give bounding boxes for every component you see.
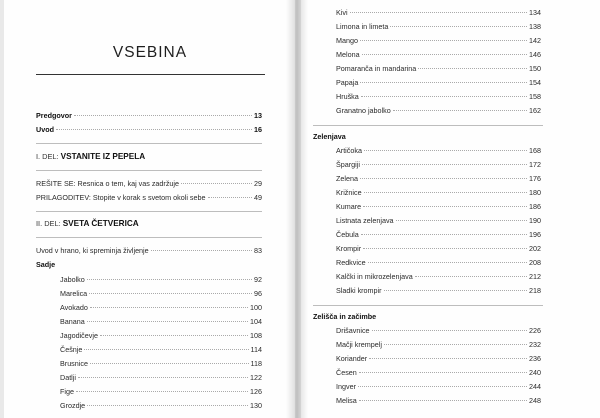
dot-leader — [76, 391, 248, 392]
dot-leader — [208, 197, 252, 198]
dot-leader — [358, 386, 527, 387]
toc-entry-page: 104 — [250, 317, 262, 326]
toc-entry-herb[interactable] — [336, 354, 541, 363]
toc-entry-vegetable[interactable] — [336, 146, 541, 155]
toc-entry-fruit[interactable] — [336, 36, 541, 45]
toc-entry-page: 146 — [529, 50, 541, 59]
toc-entry-fruit[interactable] — [336, 22, 541, 31]
toc-entry-label: Hruška — [336, 92, 359, 101]
dot-leader — [89, 293, 252, 294]
toc-entry-label: Ingver — [336, 382, 356, 391]
toc-entry-label: Uvod v hrano, ki spreminja življenje — [36, 246, 149, 255]
toc-entry-label: Avokado — [60, 303, 88, 312]
dot-leader — [360, 82, 527, 83]
dot-leader — [390, 26, 527, 27]
toc-entry-page: 83 — [254, 246, 262, 255]
dot-leader — [360, 178, 527, 179]
toc-entry-herb[interactable] — [336, 340, 541, 349]
toc-entry-label: Brusnice — [60, 359, 88, 368]
dot-leader — [369, 358, 527, 359]
dot-leader — [361, 234, 527, 235]
toc-entry-page: 126 — [250, 387, 262, 396]
toc-entry-page: 212 — [529, 272, 541, 281]
toc-entry-herb[interactable] — [336, 396, 541, 405]
toc-entry-label: Krompir — [336, 244, 362, 253]
toc-entry-vegetable[interactable] — [336, 202, 541, 211]
toc-entry-fruit[interactable] — [336, 78, 541, 87]
part-1-prefix: I. DEL: — [36, 152, 59, 161]
toc-entry-label: Melona — [336, 50, 360, 59]
toc-entry-page: 154 — [529, 78, 541, 87]
toc-entry-fruit[interactable] — [60, 345, 262, 354]
toc-entry-fruit[interactable] — [60, 359, 262, 368]
toc-entry-fruit[interactable] — [60, 331, 262, 340]
toc-entry-page: 92 — [254, 275, 262, 284]
toc-entry-fruit[interactable] — [60, 289, 262, 298]
part-2-heading — [36, 219, 139, 228]
toc-entry-fruit[interactable] — [336, 106, 541, 115]
toc-entry-label: Drišavnice — [336, 326, 370, 335]
dot-leader — [90, 363, 249, 364]
dot-leader — [362, 164, 527, 165]
dot-leader — [78, 377, 248, 378]
fruits-heading: Sadje — [36, 260, 56, 269]
toc-entry-label: Datlji — [60, 373, 76, 382]
toc-entry-page: 130 — [250, 401, 262, 410]
dot-leader — [151, 250, 252, 251]
dot-leader — [74, 115, 252, 116]
dot-leader — [418, 68, 527, 69]
section-divider — [36, 170, 262, 171]
dot-leader — [181, 183, 252, 184]
dot-leader — [393, 110, 527, 111]
section-divider — [36, 211, 262, 212]
toc-entry-herb[interactable] — [336, 368, 541, 377]
toc-entry-page: 218 — [529, 286, 541, 295]
toc-entry-label: Mačji krempelj — [336, 340, 382, 349]
dot-leader — [84, 349, 248, 350]
dot-leader — [87, 405, 248, 406]
dot-leader — [361, 96, 527, 97]
toc-entry-herb[interactable] — [336, 382, 541, 391]
toc-entry-fruit[interactable] — [336, 64, 541, 73]
toc-entry-label: Koriander — [336, 354, 368, 363]
toc-entry-page: 226 — [529, 326, 541, 335]
book-spine-shadow — [286, 0, 308, 418]
toc-entry-label: Redkvice — [336, 258, 366, 267]
toc-entry-page: 190 — [529, 216, 541, 225]
dot-leader — [90, 307, 248, 308]
toc-entry-page: 16 — [254, 125, 262, 134]
toc-entry-predgovor[interactable] — [36, 111, 262, 120]
toc-entry-label: Granatno jabolko — [336, 106, 391, 115]
section-divider — [313, 305, 543, 306]
dot-leader — [56, 129, 252, 130]
dot-leader — [364, 192, 527, 193]
toc-entry-vegetable[interactable] — [336, 160, 541, 169]
toc-entry-vegetable[interactable] — [336, 286, 541, 295]
dot-leader — [360, 40, 527, 41]
toc-entry-label: Jabolko — [60, 275, 85, 284]
dot-leader — [396, 220, 527, 221]
toc-entry-page: 114 — [250, 345, 262, 354]
dot-leader — [100, 335, 248, 336]
toc-entry-page: 150 — [529, 64, 541, 73]
part-2-prefix: II. DEL: — [36, 219, 61, 228]
toc-entry-uvod-v-hrano[interactable] — [36, 246, 262, 255]
toc-entry-resite-se[interactable] — [36, 179, 262, 188]
dot-leader — [363, 206, 527, 207]
toc-entry-page: 13 — [254, 111, 262, 120]
toc-entry-label: Banana — [60, 317, 85, 326]
toc-entry-page: 122 — [250, 373, 262, 382]
toc-entry-page: 168 — [529, 146, 541, 155]
herbs-heading: Zelišča in začimbe — [313, 312, 377, 321]
toc-entry-label: Jagodičevje — [60, 331, 98, 340]
toc-entry-label: Zelena — [336, 174, 358, 183]
dot-leader — [415, 276, 527, 277]
toc-entry-label: Kivi — [336, 8, 348, 17]
toc-entry-page: 118 — [250, 359, 262, 368]
toc-entry-label: Listnata zelenjava — [336, 216, 394, 225]
dot-leader — [363, 248, 527, 249]
toc-entry-vegetable[interactable] — [336, 244, 541, 253]
toc-entry-label: Fige — [60, 387, 74, 396]
part-1-heading — [36, 152, 145, 161]
toc-entry-page: 232 — [529, 340, 541, 349]
toc-entry-fruit[interactable] — [60, 401, 262, 410]
toc-entry-uvod[interactable] — [36, 125, 262, 134]
toc-entry-page: 202 — [529, 244, 541, 253]
toc-entry-label: Limona in limeta — [336, 22, 389, 31]
dot-leader — [359, 372, 527, 373]
toc-entry-vegetable[interactable] — [336, 272, 541, 281]
toc-title: VSEBINA — [112, 44, 188, 61]
toc-entry-prilagoditev[interactable] — [36, 193, 262, 202]
toc-entry-label: Sladki krompir — [336, 286, 382, 295]
toc-entry-label: Mango — [336, 36, 358, 45]
dot-leader — [350, 12, 527, 13]
toc-entry-label: Križnice — [336, 188, 362, 197]
part-1-title: VSTANITE IZ PEPELA — [60, 152, 146, 161]
toc-entry-page: 108 — [250, 331, 262, 340]
toc-entry-label: PRILAGODITEV: Stopite v korak s svetom okoli sebe — [36, 193, 206, 202]
toc-entry-page: 196 — [529, 230, 541, 239]
toc-entry-page: 240 — [529, 368, 541, 377]
toc-entry-label: Artičoka — [336, 146, 362, 155]
toc-entry-fruit[interactable] — [60, 317, 262, 326]
toc-entry-fruit[interactable] — [60, 275, 262, 284]
toc-entry-page: 96 — [254, 289, 262, 298]
toc-entry-page: 142 — [529, 36, 541, 45]
toc-entry-label: Marelica — [60, 289, 88, 298]
title-underline — [36, 74, 265, 75]
toc-entry-vegetable[interactable] — [336, 258, 541, 267]
toc-entry-label: Uvod — [36, 125, 54, 134]
toc-entry-page: 162 — [529, 106, 541, 115]
toc-entry-page: 208 — [529, 258, 541, 267]
toc-entry-vegetable[interactable] — [336, 188, 541, 197]
toc-entry-page: 186 — [529, 202, 541, 211]
toc-entry-fruit[interactable] — [60, 387, 262, 396]
toc-entry-page: 180 — [529, 188, 541, 197]
toc-entry-vegetable[interactable] — [336, 216, 541, 225]
toc-entry-herb[interactable] — [336, 326, 541, 335]
left-page — [4, 0, 295, 418]
dot-leader — [87, 321, 248, 322]
dot-leader — [384, 344, 527, 345]
section-divider — [36, 143, 262, 144]
toc-entry-label: Špargiji — [336, 160, 360, 169]
toc-entry-label: Češnje — [60, 345, 83, 354]
dot-leader — [384, 290, 527, 291]
toc-entry-label: Grozdje — [60, 401, 86, 410]
dot-leader — [87, 279, 252, 280]
dot-leader — [362, 54, 527, 55]
toc-entry-label: Česen — [336, 368, 357, 377]
toc-entry-label: Pomaranča in mandarina — [336, 64, 417, 73]
toc-entry-label: Kalčki in mikrozelenjava — [336, 272, 413, 281]
toc-entry-fruit[interactable] — [336, 50, 541, 59]
toc-entry-page: 134 — [529, 8, 541, 17]
dot-leader — [368, 262, 527, 263]
section-divider — [36, 237, 262, 238]
vegetables-heading: Zelenjava — [313, 132, 346, 141]
toc-entry-fruit[interactable] — [336, 92, 541, 101]
toc-entry-label: REŠITE SE: Resnica o tem, kaj vas zadržuje — [36, 179, 180, 188]
toc-entry-page: 100 — [250, 303, 262, 312]
toc-entry-label: Kumare — [336, 202, 362, 211]
toc-entry-label: Predgovor — [36, 111, 72, 120]
toc-entry-label: Papaja — [336, 78, 359, 87]
toc-entry-page: 172 — [529, 160, 541, 169]
toc-entry-page: 236 — [529, 354, 541, 363]
toc-entry-page: 138 — [529, 22, 541, 31]
toc-entry-fruit[interactable] — [60, 373, 262, 382]
toc-entry-page: 29 — [254, 179, 262, 188]
section-divider — [313, 125, 543, 126]
toc-entry-page: 244 — [529, 382, 541, 391]
toc-entry-vegetable[interactable] — [336, 174, 541, 183]
dot-leader — [372, 330, 527, 331]
toc-entry-page: 176 — [529, 174, 541, 183]
toc-entry-fruit[interactable] — [336, 8, 541, 17]
toc-entry-vegetable[interactable] — [336, 230, 541, 239]
toc-entry-label: Čebula — [336, 230, 359, 239]
toc-entry-page: 49 — [254, 193, 262, 202]
part-2-title: SVETA ČETVERICA — [62, 219, 139, 228]
dot-leader — [364, 150, 527, 151]
toc-entry-fruit[interactable] — [60, 303, 262, 312]
toc-entry-page: 248 — [529, 396, 541, 405]
dot-leader — [359, 400, 527, 401]
toc-entry-page: 158 — [529, 92, 541, 101]
toc-entry-label: Melisa — [336, 396, 357, 405]
